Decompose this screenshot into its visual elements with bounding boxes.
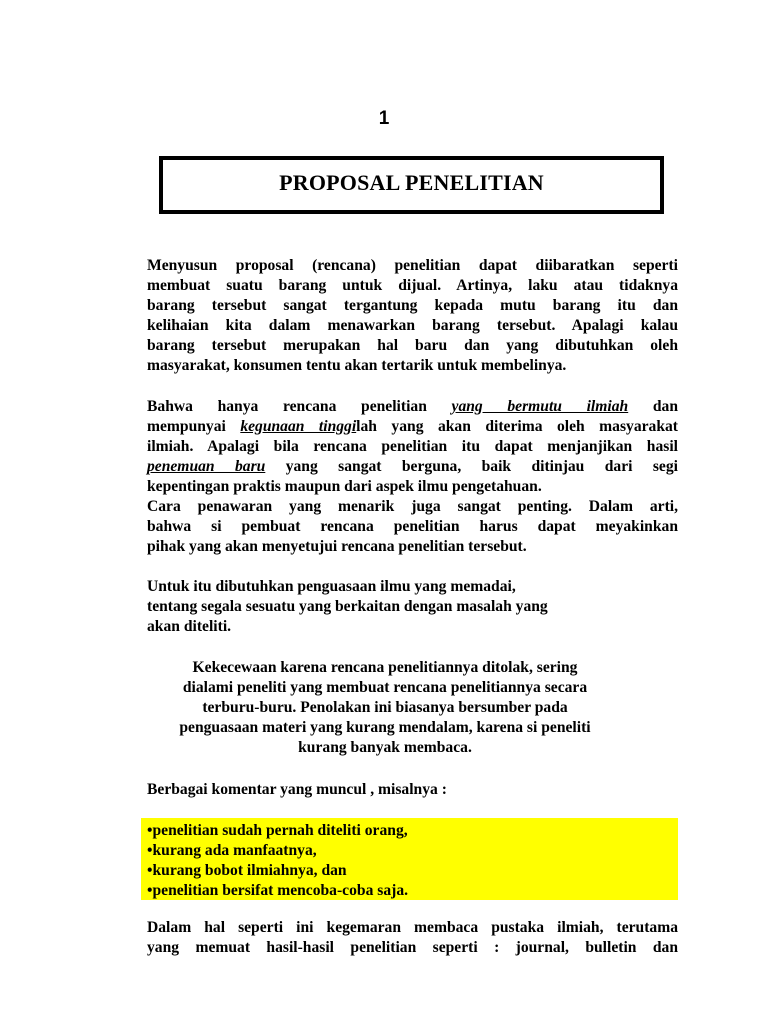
paragraph-line: dialami peneliti yang membuat rencana penelitiannya secara bbox=[182, 679, 588, 696]
paragraph-reading bbox=[147, 918, 678, 958]
paragraph-line: ilmiah. Apalagi bila rencana penelitian itu dapat menjanjikan hasil bbox=[147, 438, 678, 455]
bullet-icon: • bbox=[147, 822, 153, 839]
paragraph-mastery bbox=[147, 577, 678, 637]
emphasis-text: penemuan baru bbox=[147, 458, 266, 475]
paragraph-line: penguasaan materi yang kurang mendalam, karena si peneliti bbox=[179, 719, 591, 736]
list-item bbox=[147, 841, 667, 861]
list-item-text: penelitian sudah pernah diteliti orang, bbox=[152, 822, 408, 839]
title-box bbox=[159, 156, 664, 214]
text-run: lah yang akan diterima oleh masyarakat bbox=[356, 418, 678, 435]
paragraph-line: Untuk itu dibutuhkan penguasaan ilmu yang memadai, bbox=[147, 578, 516, 595]
paragraph-line: barang tersebut sangat tergantung kepada mutu barang itu dan bbox=[147, 297, 678, 314]
paragraph-line: masyarakat, konsumen tentu akan tertarik untuk membelinya. bbox=[147, 357, 567, 374]
page-title: PROPOSAL PENELITIAN bbox=[279, 170, 544, 195]
paragraph-line: Menyusun proposal (rencana) penelitian dapat diibaratkan seperti bbox=[147, 257, 678, 274]
bullet-icon: • bbox=[147, 842, 153, 859]
text-run: dan bbox=[628, 398, 678, 415]
paragraph-line: Kekecewaan karena rencana penelitiannya ditolak, sering bbox=[192, 659, 578, 676]
list-item bbox=[147, 861, 667, 881]
bullet-icon: • bbox=[147, 882, 153, 899]
list-item-text: penelitian bersifat mencoba-coba saja. bbox=[152, 882, 409, 899]
bullet-icon: • bbox=[147, 862, 153, 879]
paragraph-line bbox=[147, 417, 678, 437]
page-number: 1 bbox=[378, 108, 390, 129]
paragraph-line bbox=[147, 457, 678, 477]
paragraph-line: membuat suatu barang untuk dijual. Artinya, laku atau tidaknya bbox=[147, 277, 678, 294]
paragraph-line: Berbagai komentar yang muncul , misalnya : bbox=[147, 781, 447, 798]
paragraph-line: tentang segala sesuatu yang berkaitan dengan masalah yang bbox=[147, 598, 548, 615]
paragraph-line: bahwa si pembuat rencana penelitian harus dapat meyakinkan bbox=[147, 518, 678, 535]
emphasis-text: yang bermutu ilmiah bbox=[451, 398, 629, 415]
paragraph-line: akan diteliti. bbox=[147, 618, 232, 635]
paragraph-line bbox=[147, 397, 678, 417]
text-run: yang sangat berguna, baik ditinjau dari segi bbox=[265, 458, 678, 475]
list-item-text: kurang bobot ilmiahnya, dan bbox=[152, 862, 347, 879]
list-item bbox=[147, 881, 667, 901]
paragraph-line: Cara penawaran yang menarik juga sangat penting. Dalam arti, bbox=[147, 498, 678, 515]
paragraph-line: barang tersebut merupakan hal baru dan yang dibutuhkan oleh bbox=[147, 337, 678, 354]
paragraph-line: kelihaian kita dalam menawarkan barang tersebut. Apalagi kalau bbox=[147, 317, 678, 334]
paragraph-quality bbox=[147, 397, 678, 557]
paragraph-intro bbox=[147, 256, 678, 376]
paragraph-rejection bbox=[145, 658, 625, 758]
text-run: Bahwa hanya rencana penelitian bbox=[147, 398, 452, 415]
paragraph-line: kepentingan praktis maupun dari aspek ilmu pengetahuan. bbox=[147, 478, 542, 495]
list-item-text: kurang ada manfaatnya, bbox=[152, 842, 317, 859]
list-item bbox=[147, 821, 667, 841]
paragraph-line: Dalam hal seperti ini kegemaran membaca pustaka ilmiah, terutama bbox=[147, 919, 678, 936]
paragraph-line: terburu-buru. Penolakan ini biasanya bersumber pada bbox=[202, 699, 568, 716]
paragraph-line: yang memuat hasil-hasil penelitian seperti : journal, bulletin dan bbox=[147, 939, 678, 956]
paragraph-comments-intro bbox=[147, 780, 678, 800]
paragraph-line: pihak yang akan menyetujui rencana penelitian tersebut. bbox=[147, 538, 527, 555]
comment-bullet-list bbox=[147, 821, 667, 901]
text-run: mempunyai bbox=[147, 418, 241, 435]
emphasis-text: kegunaan tinggi bbox=[240, 418, 357, 435]
paragraph-line: kurang banyak membaca. bbox=[298, 739, 472, 756]
